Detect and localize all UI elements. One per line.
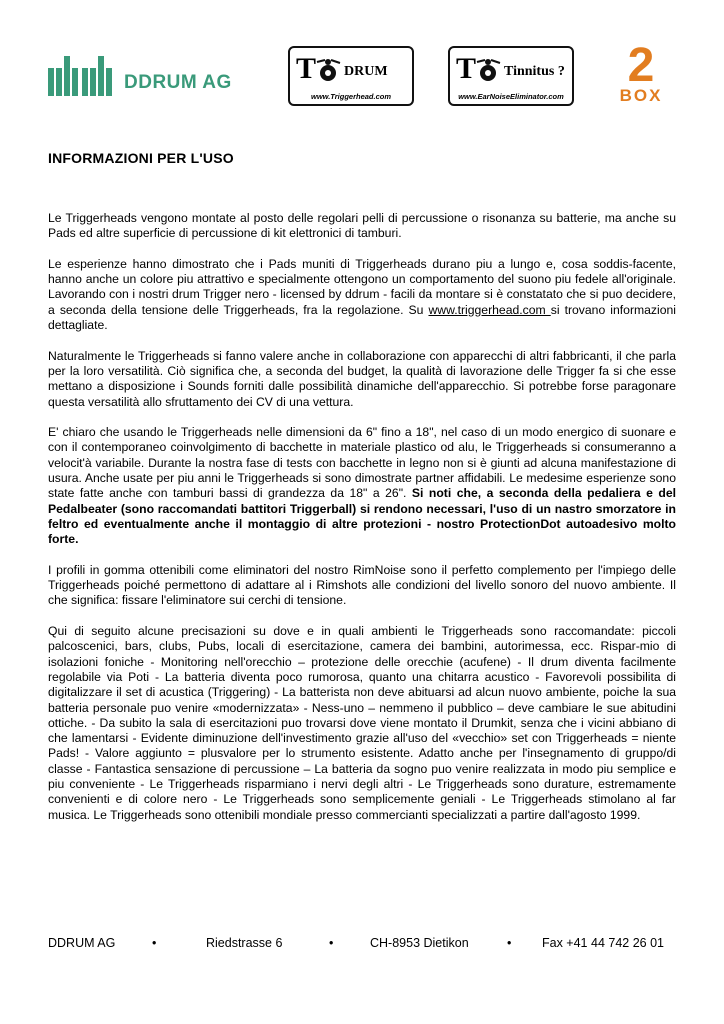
paragraph-4 [48,425,676,547]
document-body [48,211,676,838]
2box-word: BOX [619,86,663,105]
paragraph-1: Le Triggerheads vengono montate al posto delle regolari pelli di percussione o risonanza su batterie, ma anche su Pads ed altre superficie di percussione di kit elettronici di tamburi. [48,211,676,241]
footer-company: DDRUM AG [48,936,116,950]
footer-street: Riedstrasse 6 [206,936,283,950]
footer-bullet: • [329,936,334,950]
2box-number: 2 [627,39,655,92]
earnoise-url: www.EarNoiseEliminator.com [458,92,564,101]
ddrum-logo [48,48,260,104]
footer-bullet: • [507,936,512,950]
paragraph-2-text: Le esperienze hanno dimostrato che i Pads muniti di Triggerheads durano piu a lungo e, cosa soddis-facente, hanno anche un colore piu attrattivo e specialmente ottengono un comportamento del suono piu fedele all'originale. Lavorando con i nostri drum Trigger nero - licensed by ddrum - facili da montare si è constatato che si puo decidere, a seconda della tensione delle Triggerheads, fra la regolazione. Su [48,256,676,317]
paragraph-3: Naturalmente le Triggerheads si fanno valere anche in collaborazione con apparecchi di altri fabbricanti, il che parla per la loro versatilità. Ciò significa che, a seconda del budget, la qualità di lavorazione delle Trigger fa si che esse mettano a disposizione i Sounds forniti dalle possibilità dinamiche dell'apparecchio. Si potrebbe forse paragonare questa versatilità allo sfruttamento dei CV di una vettura. [48,348,676,409]
triggerhead-link[interactable]: www.triggerhead.com [428,302,551,317]
earnoise-logo [448,46,574,106]
footer-bullet: • [152,936,157,950]
triggerhead-logo [288,46,414,106]
paragraph-4-bold-note: Si noti che, a seconda della pedaliera e del Pedalbeater (sono raccomandati battitori Triggerball) si rendono necessari, l'uso di un nastro smorzatore in feltro ed eventualmente anche il montaggio di altre protezioni - nostro ProtectionDot autoadesivo molto forte. [48,486,676,547]
paragraph-6: Qui di seguito alcune precisazioni su dove e in quali ambienti le Triggerheads sono raccomandate: piccoli palcoscenici, bars, clubs, Pubs, locali di esercitazione, camera dei bambini, autorimessa, ecc. Rispar-mio di isolazioni foniche - Monitoring nell'orecchio – protezione delle orecchie (acufene) - Il drum diventa facilmente regolabile via Poti - La batteria diventa poco rumorosa, quanto una chitarra acustico - Favorevoli possibilita di digitalizzare il set di acustica (Triggering) - La batterista non deve abituarsi ad alcun nuovo ambiente, poiche la sua batteria personale puo venire «modernizzata» - Ness-uno – nemmeno il pubblico – deve cambiare le sue abitudini ottiche. - Da subito la sala di esercitazioni puo trovarsi dove viene montato il Drumkit, senza che i vicini abbiano di che lamentarsi - Evidente diminuzione dell'investimento grazie all'uso del «vecchio» set con Triggerheads = niente Pads! - Valore aggiunto = plusvalore per lo strumento esistente. Adatto anche per l'insegnamento di gruppo/di classe - Fantastica sensazione di percussione – La batteria da sogno puo venire realizzata in modo piu semplice e piu conveniente - Le Triggerheads risparmiano i nervi degli altri - Le Triggerheads sono durature, estremamente convenienti e di colore nero - Le Triggerheads sono semplicemente geniali - Le Triggerheads stimolano al far musica. Le Triggerheads sono ottenibili mondiale presso commercianti specializzati a partire dall'agosto 1999. [48,624,676,822]
drum-kit-icon [314,56,342,84]
tdrum-letter: T [296,52,317,85]
footer-fax: Fax +41 44 742 26 01 [542,936,664,950]
paragraph-2-tail: si trovano informazioni dettagliate. [48,302,676,333]
tinnitus-letter: T [456,52,477,85]
2box-logo [610,39,672,106]
footer-city: CH-8953 Dietikon [370,936,469,950]
dd-mark-icon [48,52,120,100]
paragraph-2 [48,257,676,333]
document-title: INFORMAZIONI PER L'USO [48,150,234,166]
tinnitus-word: Tinnitus ? [504,64,565,79]
triggerhead-url: www.Triggerhead.com [310,92,392,101]
ddrum-brand-name: DDRUM AG [124,72,232,93]
paragraph-5: I profili in gomma ottenibili come eliminatori del nostro RimNoise sono il perfetto complemento per l'impiego delle Triggerheads poiché permettono di adattare al i Rimshots alle condizioni del livello sonoro del nuovo ambiente. Il che significa: fissare l'eliminatore sui cerchi di tensione. [48,562,676,608]
paragraph-4-text: E' chiaro che usando le Triggerheads nelle dimensioni da 6" fino a 18", nel caso di un modo energico di suonare e con il contemporaneo coinvolgimento di bacchette in materiale plastico od alu, le Triggerheads si consumeranno a velocit'à variabile. Durante la nostra fase di tests con bacchette in legno non si è giunti ad alcuna manifestazione di usura. Anche usate per piu anni le Triggerheads si sono dimostrate partner affidabili. Le medesime esperienze sono state fatte anche con tamburi bassi di grandezza da 18" a 26". [48,425,676,501]
drum-kit-icon [474,56,502,84]
tdrum-word: DRUM [344,64,388,79]
